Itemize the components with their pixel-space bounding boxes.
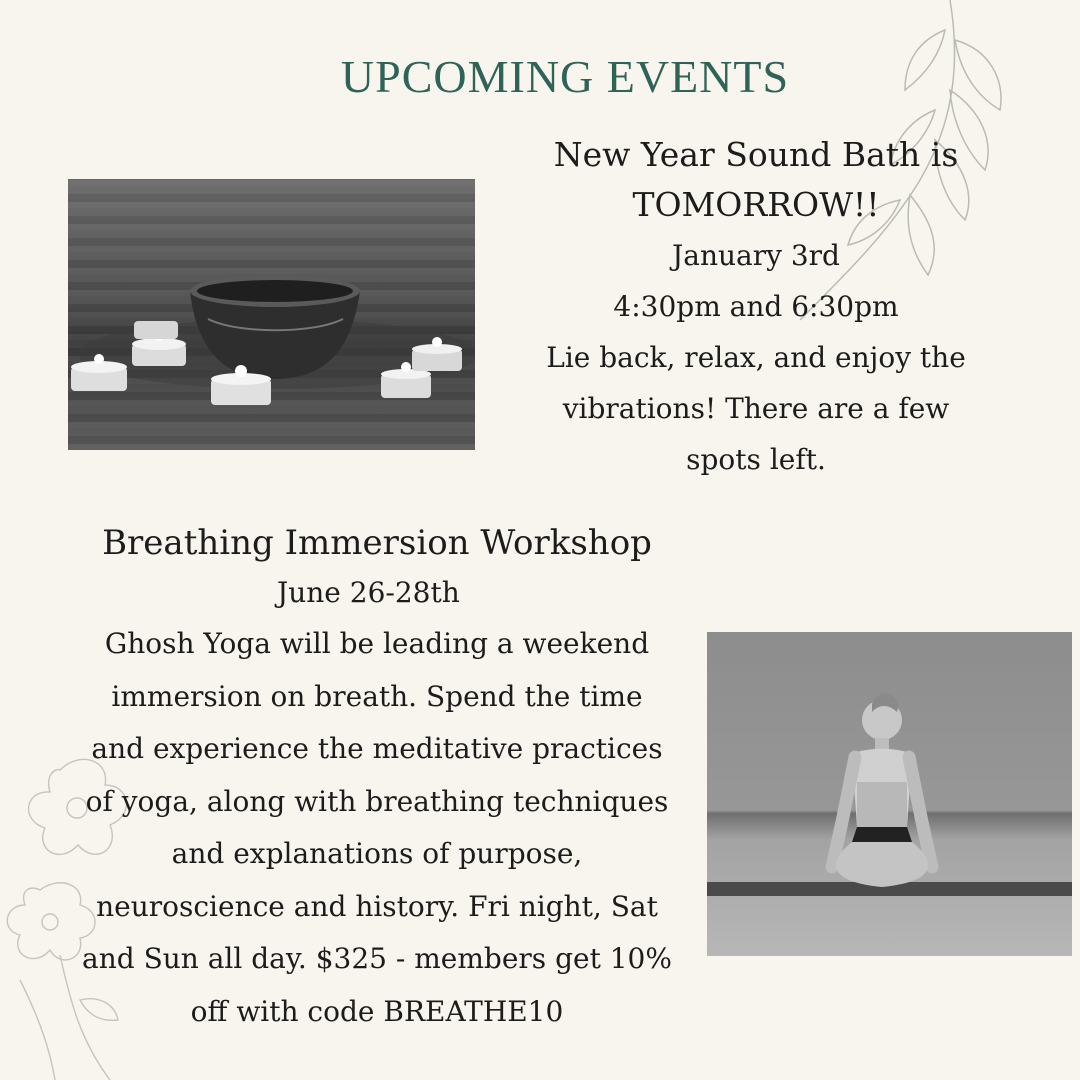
event-times: 4:30pm and 6:30pm (613, 290, 899, 323)
event-heading: TOMORROW!! (632, 185, 880, 224)
event-description: Lie back, relax, and enjoy the (546, 341, 966, 374)
event-heading: New Year Sound Bath is (553, 135, 959, 174)
description-line: neuroscience and history. Fri night, Sat (96, 889, 658, 923)
description-line: of yoga, along with breathing techniques (85, 784, 669, 818)
description-line: and experience the meditative practices (91, 732, 663, 765)
event-description: spots left. (686, 443, 826, 476)
event-heading: Breathing Immersion Workshop (102, 523, 652, 563)
yoga-pose-photo (707, 632, 1072, 956)
singing-bowl-photo (68, 179, 475, 450)
description-line: off with code BREATHE10 (190, 994, 564, 1028)
page-title: UPCOMING EVENTS (340, 51, 790, 102)
description-line: and Sun all day. $325 - members get 10% (82, 942, 672, 975)
event-description: vibrations! There are a few (562, 392, 950, 425)
event-date: January 3rd (672, 239, 840, 272)
breathing-workshop-event (62, 518, 692, 1038)
event-date: June 26-28th (277, 576, 460, 609)
description-line: and explanations of purpose, (171, 837, 583, 870)
event-description (62, 618, 692, 1038)
sound-bath-event (525, 130, 987, 485)
description-line: Ghosh Yoga will be leading a weekend (104, 627, 650, 660)
description-line: immersion on breath. Spend the time (111, 679, 643, 713)
